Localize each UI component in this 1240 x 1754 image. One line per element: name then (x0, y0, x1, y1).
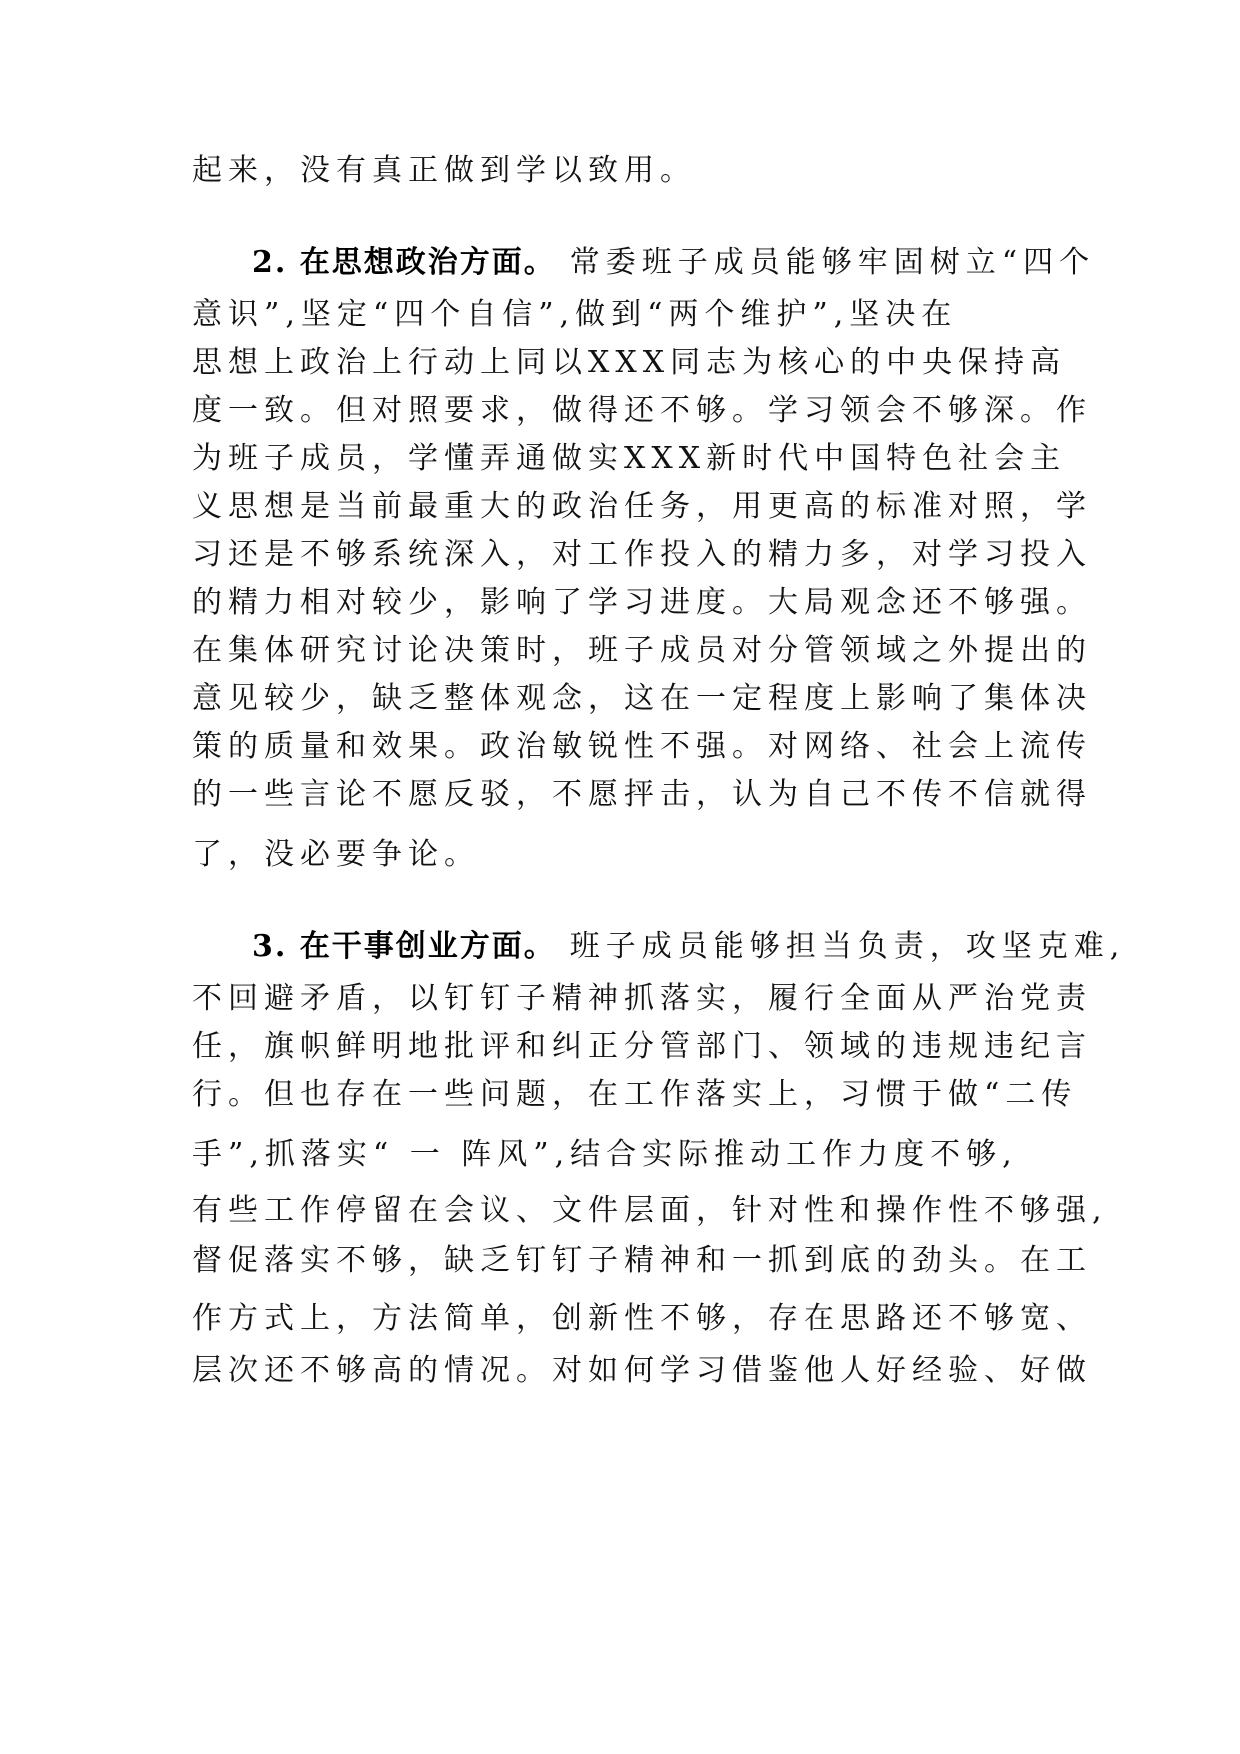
paragraph-line: 任，旗帜鲜明地批评和纠正分管部门、领域的违规违纪言 (192, 1029, 1092, 1064)
section-3-heading: 3. 在干事创业方面。 (252, 929, 556, 964)
paragraph-line: 督促落实不够，缺乏钉钉子精神和一抓到底的劲头。在工 (192, 1243, 1092, 1278)
paragraph-line: 度一致。但对照要求，做得还不够。学习领会不够深。作 (192, 393, 1092, 428)
paragraph-line: 起来，没有真正做到学以致用。 (192, 153, 696, 188)
paragraph-line: 了，没必要争论。 (192, 837, 480, 872)
paragraph-line: 不回避矛盾，以钉钉子精神抓落实，履行全面从严治党责 (192, 981, 1092, 1016)
paragraph-line: 的一些言论不愿反驳，不愿抨击，认为自己不传不信就得 (192, 777, 1092, 812)
paragraph-text: 班子成员能够担当负责，攻坚克难, (569, 929, 1126, 964)
paragraph-line: 习还是不够系统深入，对工作投入的精力多，对学习投入 (192, 537, 1092, 572)
section-2-heading: 2. 在思想政治方面。 (252, 245, 556, 280)
paragraph-line: 意见较少，缺乏整体观念，这在一定程度上影响了集体决 (192, 681, 1092, 716)
paragraph-line: 有些工作停留在会议、文件层面，针对性和操作性不够强, (192, 1193, 1108, 1228)
paragraph-line: 层次还不够高的情况。对如何学习借鉴他人好经验、好做 (192, 1353, 1092, 1388)
section-3-first-line (252, 926, 1132, 968)
paragraph-line: 思想上政治上行动上同以XXX同志为核心的中央保持高 (192, 345, 1067, 380)
paragraph-line: 为班子成员，学懂弄通做实XXX新时代中国特色社会主 (192, 441, 1067, 476)
section-2-first-line (252, 242, 1132, 284)
paragraph-line: 手”,抓落实“ 一 阵风”,结合实际推动工作力度不够, (192, 1137, 1018, 1172)
paragraph-line: 策的质量和效果。政治敏锐性不强。对网络、社会上流传 (192, 729, 1092, 764)
paragraph-line: 义思想是当前最重大的政治任务，用更高的标准对照，学 (192, 489, 1092, 524)
paragraph-line: 行。但也存在一些问题，在工作落实上，习惯于做“二传 (192, 1077, 1078, 1112)
paragraph-line: 作方式上，方法简单，创新性不够，存在思路还不够宽、 (192, 1301, 1092, 1336)
paragraph-line: 在集体研究讨论决策时，班子成员对分管领域之外提出的 (192, 633, 1092, 668)
paragraph-line: 的精力相对较少，影响了学习进度。大局观念还不够强。 (192, 585, 1092, 620)
paragraph-text: 常委班子成员能够牢固树立“四个 (569, 245, 1096, 280)
paragraph-line: 意识”,坚定“四个自信”,做到“两个维护”,坚决在 (192, 297, 958, 332)
